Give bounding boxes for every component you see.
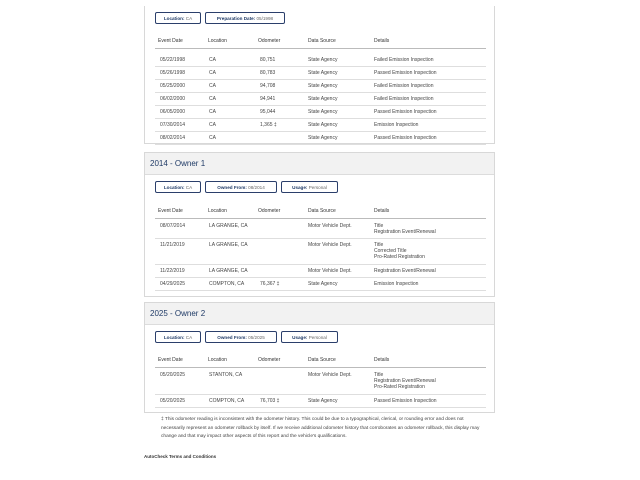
table-row — [155, 277, 486, 291]
owned-from-pill — [205, 181, 277, 193]
odometer-cell: 95,044 — [260, 109, 276, 115]
table-row — [155, 79, 486, 93]
table-row — [155, 238, 486, 265]
location-pill — [155, 12, 201, 24]
col-odometer: Odometer — [258, 208, 281, 214]
details-cell-line: Passed Emission Inspection — [374, 70, 437, 76]
table-row — [155, 394, 486, 408]
location-cell: CA — [209, 122, 216, 128]
col-odometer: Odometer — [258, 38, 281, 44]
details-cell-line: Failed Emission Inspection — [374, 96, 434, 102]
owned-from-pill — [205, 331, 277, 343]
location-pill — [155, 331, 201, 343]
location-cell: CA — [209, 70, 216, 76]
event-date-cell: 08/02/2014 — [160, 135, 186, 141]
location-pill-value: CA — [185, 16, 193, 21]
usage-label: Usage: — [292, 335, 308, 340]
odometer-footnote: ‡ This odometer reading is inconsistent with the odometer history. This could be due to a typographical, clerical, or rounding error and does not necessarily represent an odometer rollback by itself. If we receive additional odometer history that corroborates an odometer rollback, this display may change and that may impact other aspects of this report and the vehicle's qualifications. — [161, 417, 480, 439]
usage-pill — [281, 181, 338, 193]
preparation-date-pill — [205, 12, 285, 24]
table-row — [155, 368, 486, 395]
event-date-cell: 08/07/2014 — [160, 223, 186, 229]
table-row — [155, 105, 486, 119]
history-table-header — [155, 356, 486, 368]
owner-history-card-owner-1 — [144, 152, 495, 297]
data-source-cell: State Agency — [308, 135, 338, 141]
owner-history-card-previous — [144, 6, 495, 144]
event-date-cell: 05/26/1998 — [160, 70, 186, 76]
event-date-cell: 06/02/2000 — [160, 96, 186, 102]
details-cell-line: Emission Inspection — [374, 122, 419, 128]
table-row — [155, 66, 486, 80]
col-details: Details — [374, 357, 390, 363]
col-event-date: Event Date — [158, 208, 183, 214]
data-source-cell: Motor Vehicle Dept. — [308, 223, 352, 229]
location-pill-value: CA — [185, 185, 193, 190]
usage-label: Usage: — [292, 185, 308, 190]
location-cell: CA — [209, 83, 216, 89]
location-pill-label: Location: — [163, 335, 185, 340]
location-pill — [155, 181, 201, 193]
details-cell-line: Passed Emission Inspection — [374, 135, 437, 141]
event-date-cell: 07/30/2014 — [160, 122, 186, 128]
preparation-date-label: Preparation Date: — [216, 16, 256, 21]
event-date-cell: 05/20/2025 — [160, 398, 186, 404]
data-source-cell: Motor Vehicle Dept. — [308, 372, 352, 378]
details-cell-line: Failed Emission Inspection — [374, 57, 434, 63]
location-pill-value: CA — [185, 335, 193, 340]
col-details: Details — [374, 38, 390, 44]
data-source-cell: State Agency — [308, 122, 338, 128]
location-cell: CA — [209, 96, 216, 102]
owner-section-title: 2025 - Owner 2 — [145, 303, 494, 325]
details-cell-line: Passed Emission Inspection — [374, 398, 437, 404]
col-event-date: Event Date — [158, 38, 183, 44]
odometer-cell: 94,708 — [260, 83, 276, 89]
details-cell-line: Registration Event/Renewal — [374, 229, 436, 235]
data-source-cell: State Agency — [308, 83, 338, 89]
col-event-date: Event Date — [158, 357, 183, 363]
table-row — [155, 53, 486, 67]
owned-from-label: Owned From: — [217, 335, 247, 340]
data-source-cell: State Agency — [308, 70, 338, 76]
event-date-cell: 04/29/2025 — [160, 281, 186, 287]
col-data-source: Data Source — [308, 357, 336, 363]
table-row — [155, 92, 486, 106]
details-cell-line: Registration Event/Renewal — [374, 378, 436, 384]
col-data-source: Data Source — [308, 38, 336, 44]
location-cell: LA GRANGE, CA — [209, 223, 248, 229]
details-cell-line: Title — [374, 242, 384, 248]
location-cell: CA — [209, 135, 216, 141]
col-data-source: Data Source — [308, 208, 336, 214]
terms-and-conditions-link[interactable]: AutoCheck Terms and Conditions — [144, 454, 217, 459]
odometer-cell: 76,367 ‡ — [260, 281, 280, 287]
location-cell: LA GRANGE, CA — [209, 242, 248, 248]
owner-section-title: 2014 - Owner 1 — [145, 153, 494, 175]
location-cell: CA — [209, 57, 216, 63]
odometer-cell: 80,751 — [260, 57, 276, 63]
location-pill-label: Location: — [163, 185, 185, 190]
col-odometer: Odometer — [258, 357, 281, 363]
details-cell-line: Passed Emission Inspection — [374, 109, 437, 115]
history-table-header — [155, 207, 486, 219]
owned-from-label: Owned From: — [217, 185, 247, 190]
details-cell-line: Title — [374, 372, 384, 378]
table-row — [155, 264, 486, 278]
owned-from-value: 08/2014 — [248, 185, 265, 190]
table-row — [155, 131, 486, 145]
location-cell: STANTON, CA — [209, 372, 243, 378]
owner-history-card-owner-2 — [144, 302, 495, 413]
odometer-cell: 1,365 ‡ — [260, 122, 277, 128]
event-date-cell: 11/21/2019 — [160, 242, 185, 248]
table-row — [155, 219, 486, 239]
data-source-cell: State Agency — [308, 57, 338, 63]
odometer-cell: 76,703 ‡ — [260, 398, 280, 404]
odometer-cell: 80,783 — [260, 70, 276, 76]
odometer-cell: 94,941 — [260, 96, 276, 102]
details-cell-line: Failed Emission Inspection — [374, 83, 434, 89]
table-row — [155, 118, 486, 132]
event-date-cell: 11/22/2019 — [160, 268, 185, 274]
data-source-cell: Motor Vehicle Dept. — [308, 268, 352, 274]
location-cell: LA GRANGE, CA — [209, 268, 248, 274]
details-cell-line: Emission Inspection — [374, 281, 419, 287]
event-date-cell: 05/20/2025 — [160, 372, 186, 378]
details-cell-line: Pro-Rated Registration — [374, 254, 425, 260]
event-date-cell: 05/25/2000 — [160, 83, 186, 89]
history-table-header — [155, 37, 486, 49]
details-cell-line: Pro-Rated Registration — [374, 384, 425, 390]
event-date-cell: 06/05/2000 — [160, 109, 186, 115]
location-cell: COMPTON, CA — [209, 281, 245, 287]
preparation-date-value: 05/1998 — [256, 16, 274, 21]
col-location: Location — [208, 357, 227, 363]
data-source-cell: State Agency — [308, 281, 338, 287]
details-cell-line: Corrected Title — [374, 248, 407, 254]
data-source-cell: State Agency — [308, 96, 338, 102]
location-cell: CA — [209, 109, 216, 115]
data-source-cell: Motor Vehicle Dept. — [308, 242, 352, 248]
col-location: Location — [208, 208, 227, 214]
location-cell: COMPTON, CA — [209, 398, 245, 404]
usage-value: Personal — [308, 335, 327, 340]
data-source-cell: State Agency — [308, 109, 338, 115]
details-cell-line: Registration Event/Renewal — [374, 268, 436, 274]
event-date-cell: 05/22/1998 — [160, 57, 186, 63]
location-pill-label: Location: — [163, 16, 185, 21]
col-location: Location — [208, 38, 227, 44]
data-source-cell: State Agency — [308, 398, 338, 404]
owned-from-value: 05/2025 — [248, 335, 265, 340]
col-details: Details — [374, 208, 390, 214]
usage-pill — [281, 331, 338, 343]
usage-value: Personal — [308, 185, 327, 190]
details-cell-line: Title — [374, 223, 384, 229]
